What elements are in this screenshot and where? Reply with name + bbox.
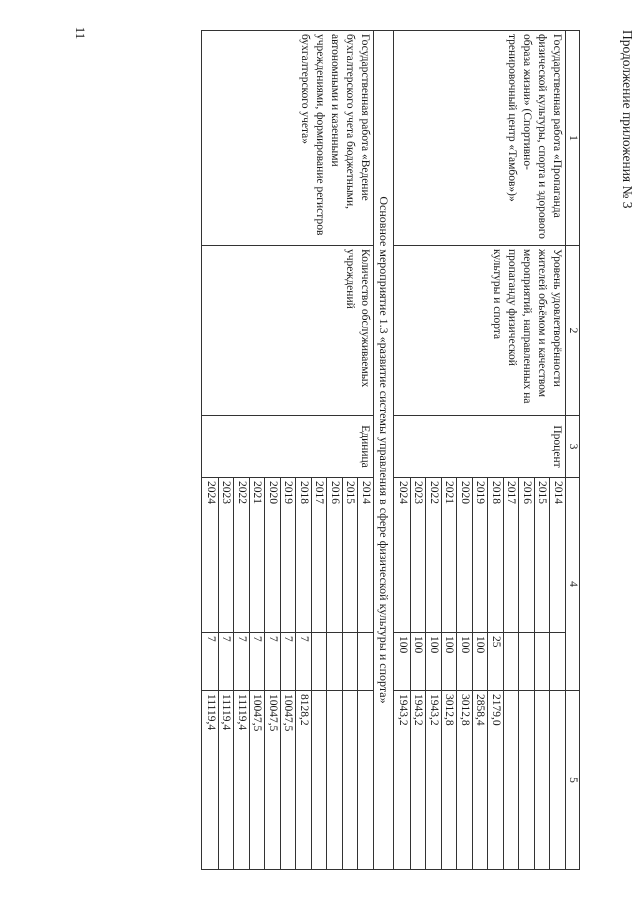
cost: 3012,8 bbox=[457, 691, 473, 869]
year: 2023 bbox=[218, 478, 234, 632]
value bbox=[519, 633, 535, 690]
cost bbox=[519, 691, 535, 869]
cost: 11119,4 bbox=[218, 691, 234, 869]
cost: 11119,4 bbox=[204, 694, 217, 731]
year: 2022 bbox=[233, 478, 249, 632]
year-list bbox=[202, 478, 374, 633]
value bbox=[357, 633, 373, 690]
cost: 3012,8 bbox=[441, 691, 457, 869]
year: 2020 bbox=[457, 478, 473, 632]
value bbox=[326, 633, 342, 690]
table-row-accounting bbox=[202, 31, 374, 870]
year: 2020 bbox=[264, 478, 280, 632]
cost: 11119,4 bbox=[233, 691, 249, 869]
cost: 10047,5 bbox=[280, 691, 296, 869]
year: 2016 bbox=[519, 478, 535, 632]
value: 7 bbox=[233, 633, 249, 690]
value: 25 bbox=[488, 633, 504, 690]
value-list bbox=[394, 633, 566, 691]
work-name: Государственная работа «Пропаганда физической культуры, спорта и здорового образа жизни» (Спортивно-тренировочный центр «Тамбов»)» bbox=[394, 31, 566, 246]
header-col-3: 3 bbox=[566, 416, 580, 478]
indicators-table bbox=[201, 30, 580, 870]
year: 2018 bbox=[488, 478, 504, 632]
cost bbox=[311, 691, 327, 869]
value: 100 bbox=[457, 633, 473, 690]
value bbox=[534, 633, 550, 690]
cost bbox=[357, 691, 373, 869]
work-name: Государственная работа «Ведение бухгалтерского учета бюджетными, автономными и казенными учреждениями, формирование регистров бухгалтерского учета» bbox=[202, 31, 374, 246]
value: 7 bbox=[295, 633, 311, 690]
header-col-2: 2 bbox=[566, 246, 580, 416]
value: 7 bbox=[280, 633, 296, 690]
year: 2024 bbox=[397, 481, 409, 504]
year: 2019 bbox=[472, 478, 488, 632]
unit: Процент bbox=[394, 416, 566, 478]
page-number: 11 bbox=[73, 26, 88, 40]
cost: 2858,4 bbox=[472, 691, 488, 869]
cost bbox=[503, 691, 519, 869]
year-list bbox=[394, 478, 566, 633]
value-list bbox=[202, 633, 374, 691]
year: 2021 bbox=[249, 478, 265, 632]
value: 7 bbox=[204, 636, 217, 642]
section-row bbox=[373, 31, 394, 870]
cost bbox=[326, 691, 342, 869]
value: 100 bbox=[426, 633, 442, 690]
cost: 10047,5 bbox=[264, 691, 280, 869]
year: 2015 bbox=[342, 478, 358, 632]
value bbox=[550, 633, 566, 690]
year: 2023 bbox=[410, 478, 426, 632]
cost-list bbox=[394, 691, 566, 870]
table-row-propaganda bbox=[394, 31, 566, 870]
continuation-title: Продолжение приложения № 3 bbox=[620, 30, 635, 209]
value: 100 bbox=[410, 633, 426, 690]
year: 2015 bbox=[534, 478, 550, 632]
header-row bbox=[566, 31, 580, 870]
indicator-name: Количество обслуживаемых учреждений bbox=[202, 246, 374, 416]
header-col-4: 4 bbox=[566, 478, 580, 691]
value bbox=[342, 633, 358, 690]
cost: 1943,2 bbox=[397, 694, 409, 726]
indicator-name: Уровень удовлетворённости жителей объёмом и качеством мероприятий, направленных на пропаганду физической культуры и спорта bbox=[394, 246, 566, 416]
year: 2021 bbox=[441, 478, 457, 632]
value: 7 bbox=[218, 633, 234, 690]
value: 7 bbox=[264, 633, 280, 690]
value: 100 bbox=[397, 636, 409, 654]
year: 2017 bbox=[311, 478, 327, 632]
value bbox=[311, 633, 327, 690]
rotated-table-container bbox=[75, 30, 580, 870]
year: 2022 bbox=[426, 478, 442, 632]
header-col-5: 5 bbox=[566, 691, 580, 870]
cost bbox=[342, 691, 358, 869]
unit: Единица bbox=[202, 416, 374, 478]
year: 2017 bbox=[503, 478, 519, 632]
cost bbox=[534, 691, 550, 869]
year: 2016 bbox=[326, 478, 342, 632]
cost: 1943,2 bbox=[426, 691, 442, 869]
cost: 10047,5 bbox=[249, 691, 265, 869]
value: 100 bbox=[472, 633, 488, 690]
cost bbox=[550, 691, 566, 869]
cost: 1943,2 bbox=[410, 691, 426, 869]
year: 2018 bbox=[295, 478, 311, 632]
value: 100 bbox=[441, 633, 457, 690]
section-title: Основное мероприятие 1.3 «развитие системы управления в сфере физической культуры и спорта» bbox=[373, 31, 394, 870]
cost: 8128,2 bbox=[295, 691, 311, 869]
year: 2024 bbox=[204, 481, 217, 504]
cost: 2179,0 bbox=[488, 691, 504, 869]
header-col-1: 1 bbox=[566, 31, 580, 246]
year: 2019 bbox=[280, 478, 296, 632]
value bbox=[503, 633, 519, 690]
year: 2014 bbox=[357, 478, 373, 632]
year: 2014 bbox=[550, 478, 566, 632]
value: 7 bbox=[249, 633, 265, 690]
cost-list bbox=[202, 691, 374, 870]
